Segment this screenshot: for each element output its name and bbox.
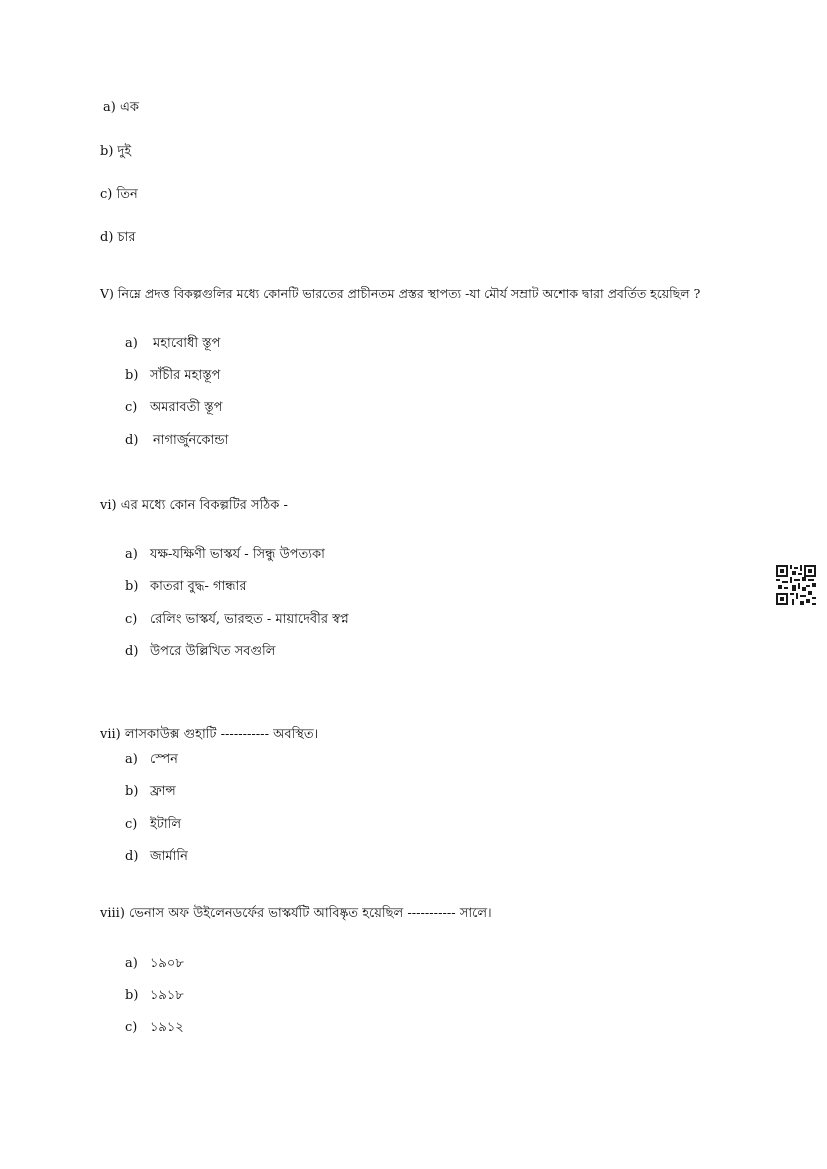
q4-option-b	[100, 144, 131, 160]
q8-option-c-text: ১৯১২	[150, 1020, 184, 1035]
q5-option-b-text: সাঁচীর মহাস্তূপ	[150, 368, 221, 383]
q7-option-b-label: b)	[125, 784, 139, 799]
q7-question: vii) লাসকাউক্স গুহাটি ----------- অবস্থিত।	[100, 727, 319, 742]
option-text: চার	[117, 230, 136, 245]
q8-option-c-label: c)	[125, 1020, 138, 1035]
q6-option-d-label: d)	[125, 644, 139, 659]
q6-option-a-text: যক্ষ-যক্ষিণী ভাস্কর্য - সিন্ধু উপত্যকা	[150, 547, 325, 562]
q5-option-c-label: c)	[125, 400, 138, 415]
q6-option-c-label: c)	[125, 612, 138, 627]
q8-option-b-label: b)	[125, 988, 139, 1003]
q5-option-a-label: a)	[125, 336, 138, 351]
q7-option-d-label: d)	[125, 849, 139, 864]
q6-option-b-text: কাতরা বুদ্ধ- গান্ধার	[150, 579, 247, 594]
option-label: d)	[100, 230, 114, 245]
q6-option-c-text: রেলিং ভাস্কর্য, ভারহুত - মায়াদেবীর স্বপ্ন	[150, 612, 349, 627]
q7-option-a-text: স্পেন	[150, 752, 178, 767]
q6-option-a-label: a)	[125, 547, 138, 562]
q6-question: vi) এর মধ্যে কোন বিকল্পটির সঠিক -	[100, 498, 288, 513]
option-text: তিন	[116, 187, 138, 202]
q5-option-d-label: d)	[125, 433, 139, 448]
q4-option-d	[100, 230, 135, 246]
q7-option-b-text: ফ্রান্স	[150, 784, 176, 799]
q6-option-d-text: উপরে উল্লিখিত সবগুলি	[150, 644, 276, 659]
option-label: a)	[103, 100, 116, 115]
q7-option-a-label: a)	[125, 752, 138, 767]
q7-option-c-text: ইটালি	[150, 817, 182, 832]
q6-option-b-label: b)	[125, 579, 139, 594]
q5-option-b-label: b)	[125, 368, 139, 383]
option-text: দুই	[117, 144, 132, 159]
q5-option-a-text: মহাবোধী স্তূপ	[153, 336, 221, 351]
q4-option-c	[100, 187, 138, 203]
q7-option-d-text: জার্মানি	[150, 849, 188, 864]
q8-question: viii) ভেনাস অফ উইলেনডর্ফের ভাস্কর্যটি আবিষ্কৃত হয়েছিল ----------- সালে।	[100, 906, 492, 921]
q5-option-d-text: নাগার্জুনকোন্ডা	[153, 433, 229, 448]
q5-option-c-text: অমরাবতী স্তূপ	[150, 400, 223, 415]
q8-option-b-text: ১৯১৮	[150, 988, 184, 1003]
qr-code-icon	[776, 565, 816, 605]
option-label: b)	[100, 144, 114, 159]
q8-option-a-text: ১৯০৮	[150, 956, 184, 971]
q5-question: V) নিম্নে প্রদত্ত বিকল্পগুলির মধ্যে কোনটি ভারতের প্রাচীনতম প্রস্তর স্থাপত্য -যা মৌর্য সম্রাট অশোক দ্বারা প্রবর্তিত হয়েছিল ?	[100, 286, 701, 301]
q4-option-a	[103, 100, 139, 116]
q8-option-a-label: a)	[125, 956, 138, 971]
option-label: c)	[100, 187, 113, 202]
q7-option-c-label: c)	[125, 817, 138, 832]
option-text: এক	[119, 100, 139, 115]
